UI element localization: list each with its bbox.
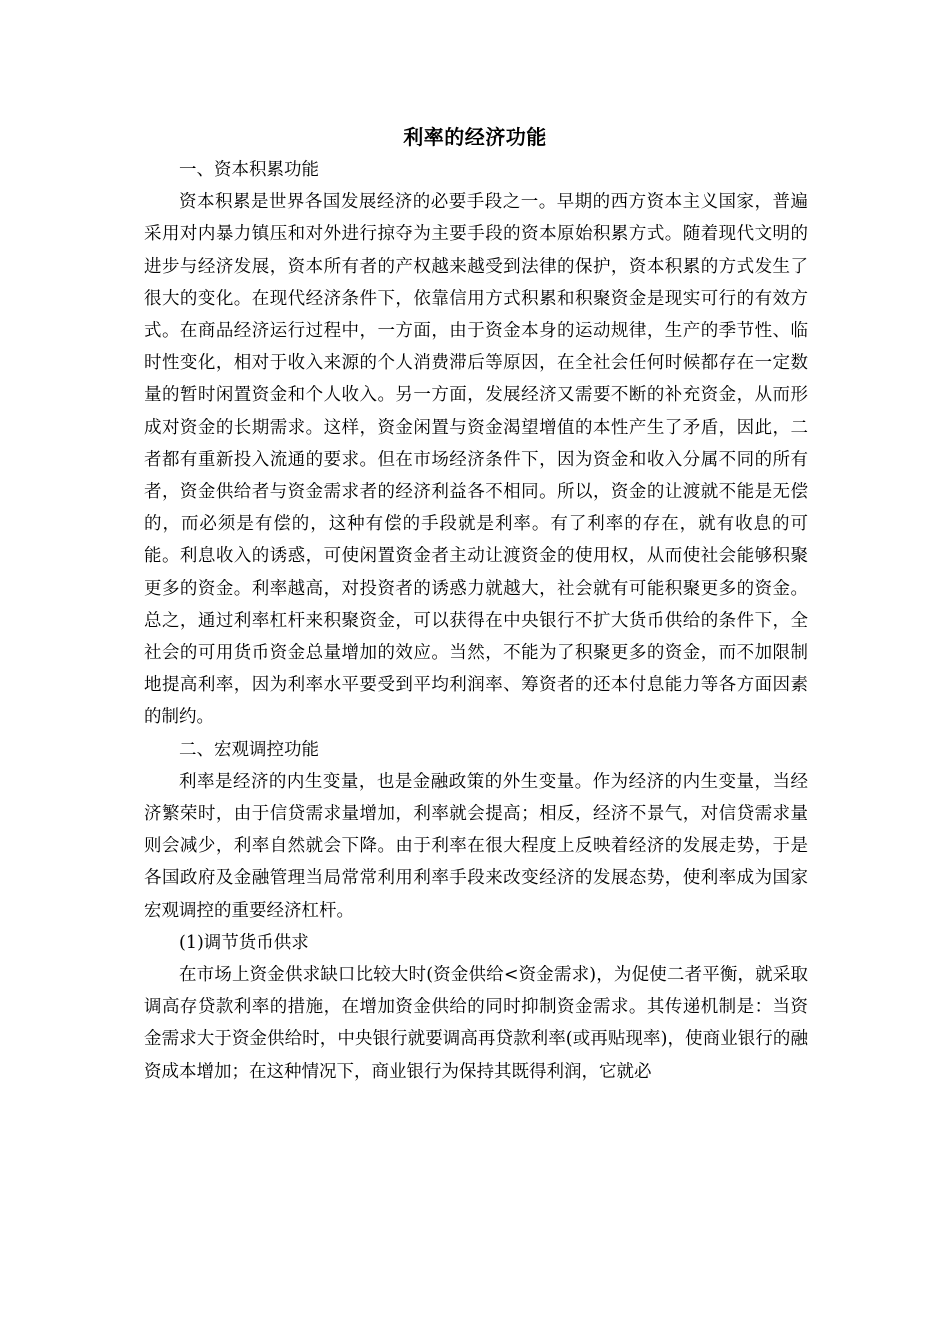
section-heading-money-supply: (1)调节货币供求 bbox=[179, 932, 309, 953]
section-heading-capital-accumulation: 一、资本积累功能 bbox=[179, 160, 319, 180]
document-body bbox=[144, 154, 808, 1088]
section-heading-macro-control: 二、宏观调控功能 bbox=[179, 739, 319, 760]
paragraph-money-supply: 在市场上资金供求缺口比较大时(资金供给<资金需求)，为促使二者平衡，就采取调高存贷款利率的措施，在增加资金供给的同时抑制资金需求。其传递机制是：当资金需求大于资金供给时，中央银行就要调高再贷款利率(或再贴现率)，使商业银行的融资成本增加；在这种情况下，商业银行为保持其既得利润，它就必 bbox=[144, 965, 808, 1082]
paragraph-capital-accumulation: 资本积累是世界各国发展经济的必要手段之一。早期的西方资本主义国家，普遍采用对内暴力镇压和对外进行掠夺为主要手段的资本原始积累方式。随着现代文明的进步与经济发展，资本所有者的产权越来越受到法律的保护，资本积累的方式发生了很大的变化。在现代经济条件下，依靠信用方式积累和积聚资金是现实可行的有效方式。在商品经济运行过程中，一方面，由于资金本身的运动规律，生产的季节性、临时性变化，相对于收入来源的个人消费滞后等原因，在全社会任何时候都存在一定数量的暂时闲置资金和个人收入。另一方面，发展经济又需要不断的补充资金，从而形成对资金的长期需求。这样，资金闲置与资金渴望增值的本性产生了矛盾，因此，二者都有重新投入流通的要求。但在市场经济条件下，因为资金和收入分属不同的所有者，资金供给者与资金需求者的经济利益各不相同。所以，资金的让渡就不能是无偿的，而必须是有偿的，这种有偿的手段就是利率。有了利率的存在，就有收息的可能。利息收入的诱惑，可使闲置资金者主动让渡资金的使用权，从而使社会能够积聚更多的资金。利率越高，对投资者的诱惑力就越大，社会就有可能积聚更多的资金。总之，通过利率杠杆来积聚资金，可以获得在中央银行不扩大货币供给的条件下，全社会的可用货币资金总量增加的效应。当然，不能为了积聚更多的资金，而不加限制地提高利率，因为利率水平要受到平均利润率、筹资者的还本付息能力等各方面因素的制约。 bbox=[144, 192, 808, 728]
document-title: 利率的经济功能 bbox=[403, 125, 547, 149]
paragraph-macro-control: 利率是经济的内生变量，也是金融政策的外生变量。作为经济的内生变量，当经济繁荣时，由于信贷需求量增加，利率就会提高；相反，经济不景气，对信贷需求量则会减少，利率自然就会下降。由于利率在很大程度上反映着经济的发展走势，于是各国政府及金融管理当局常常利用利率手段来改变经济的发展态势，使利率成为国家宏观调控的重要经济杠杆。 bbox=[144, 771, 808, 921]
